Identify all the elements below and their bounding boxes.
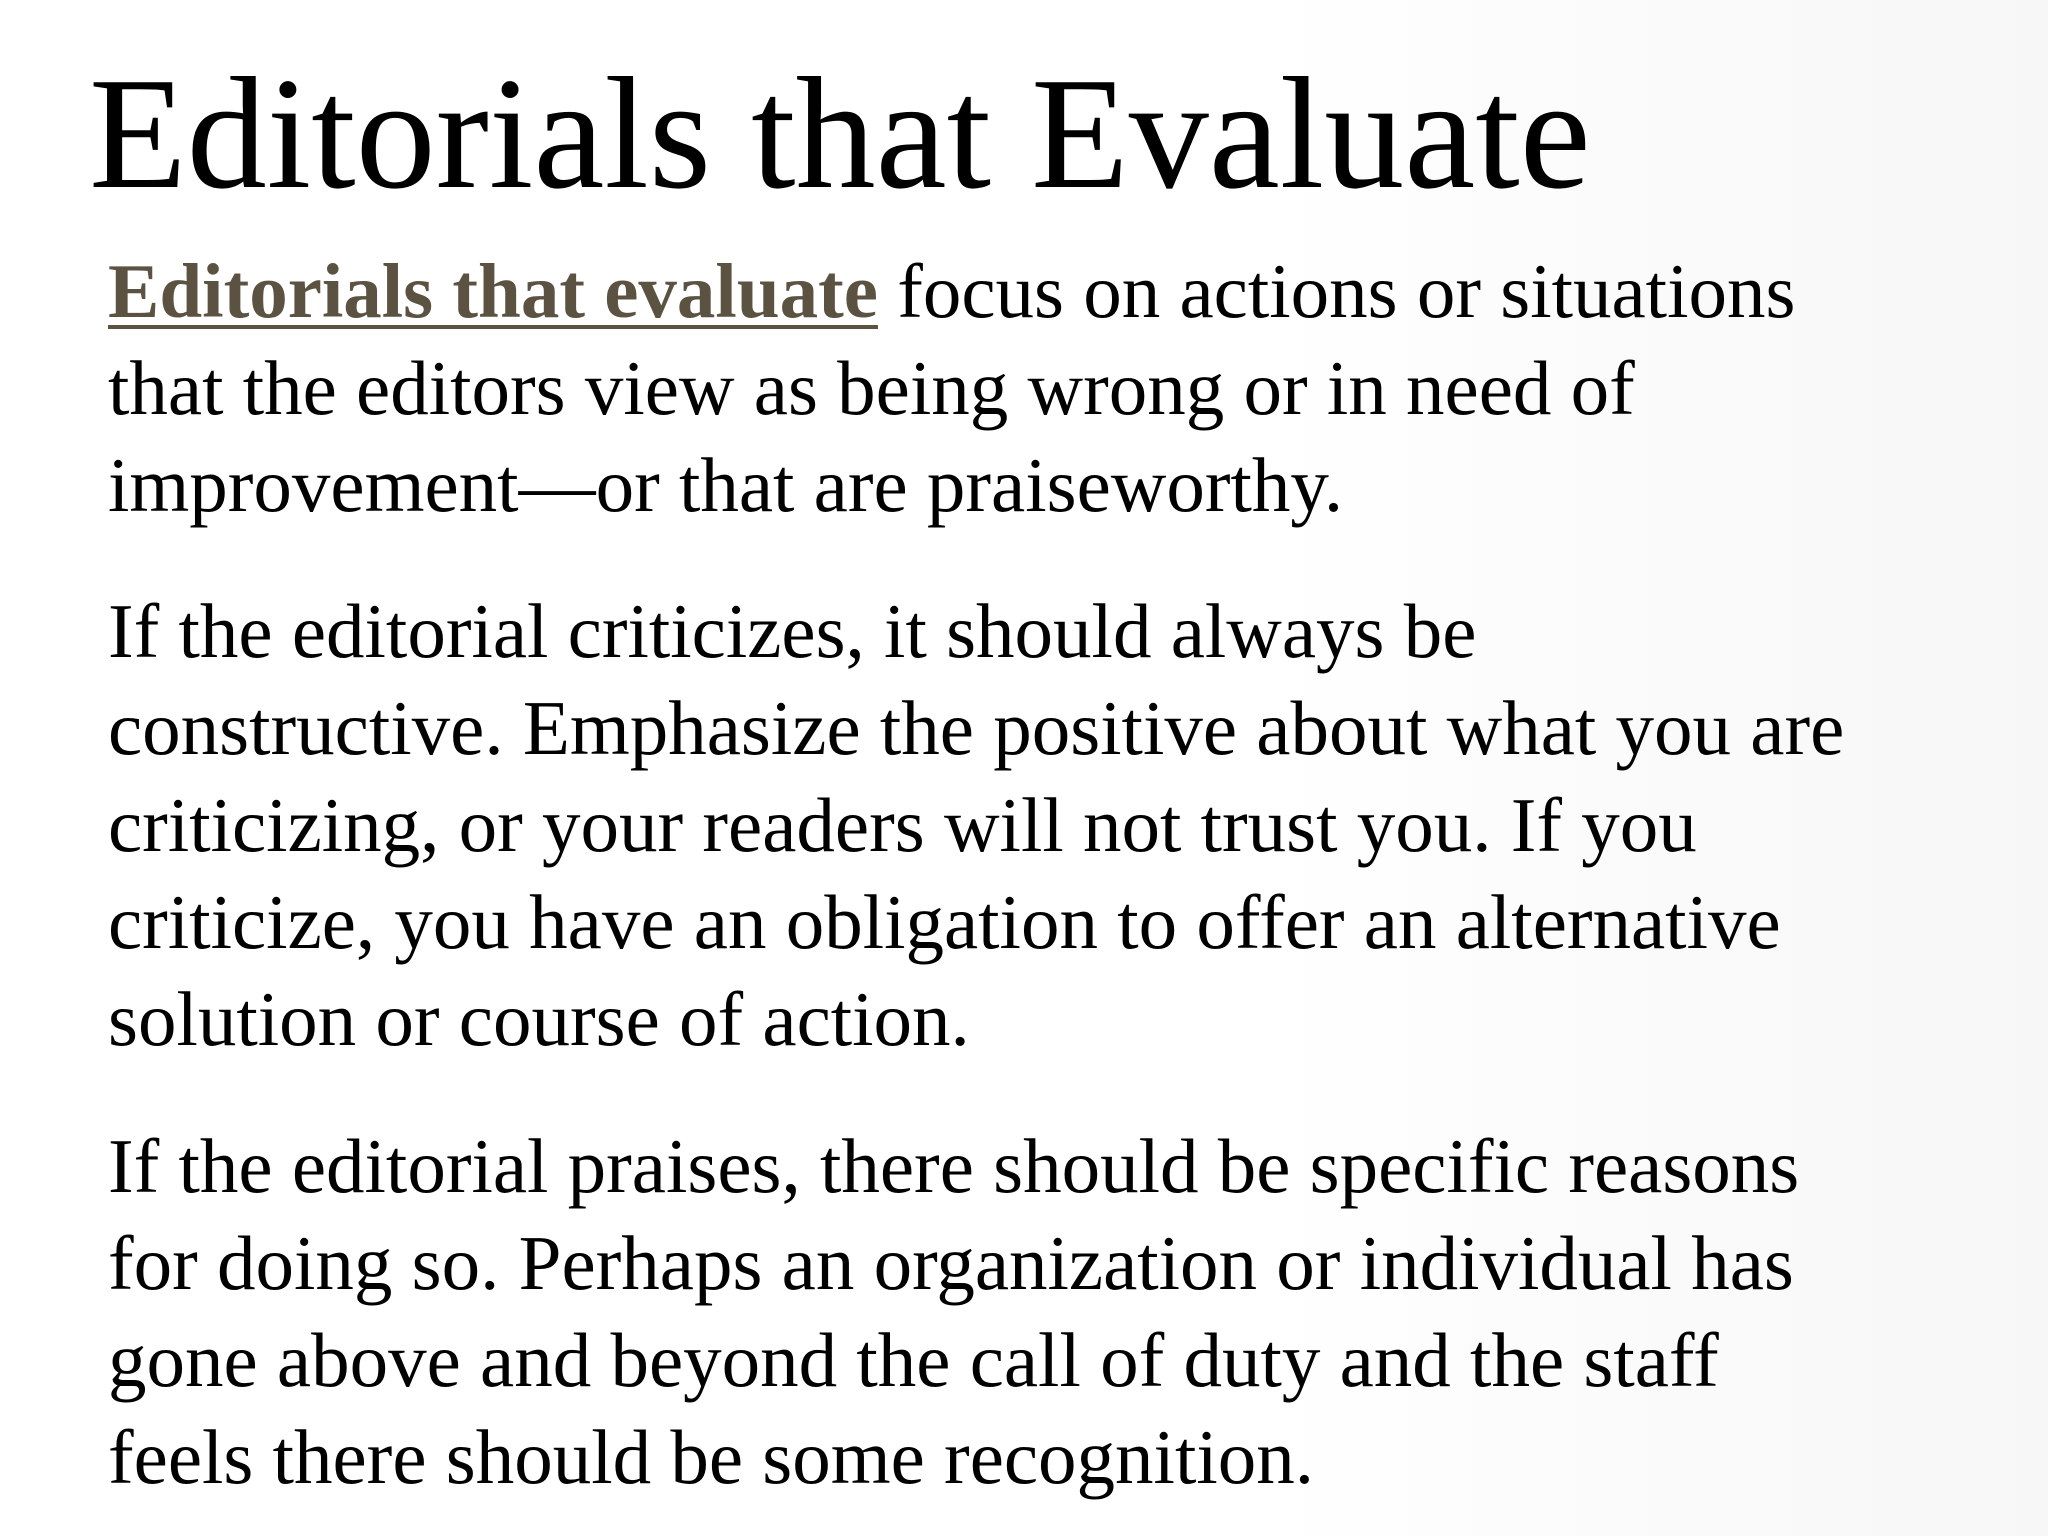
paragraph-line: If the editorial criticizes, it should always be: [108, 588, 1477, 674]
paragraph-line: for doing so. Perhaps an organization or individual has: [108, 1220, 1794, 1306]
paragraph-line: solution or course of action.: [108, 976, 970, 1062]
paragraph-criticism: [108, 583, 1978, 1068]
slide-title: Editorials that Evaluate: [89, 44, 1591, 222]
paragraph-text: focus on actions or situations: [877, 248, 1796, 334]
paragraph-line: improvement—or that are praiseworthy.: [108, 442, 1344, 528]
paragraph-line: If the editorial praises, there should be specific reasons: [108, 1123, 1800, 1209]
paragraph-line: constructive. Emphasize the positive about what you are: [108, 685, 1845, 771]
paragraph-evaluate-definition: [108, 243, 1978, 534]
paragraph-line: that the editors view as being wrong or in need of: [108, 345, 1635, 431]
paragraph-line: feels there should be some recognition.: [108, 1414, 1314, 1500]
paragraph-line: gone above and beyond the call of duty and the staff: [108, 1317, 1719, 1403]
paragraph-line: criticizing, or your readers will not trust you. If you: [108, 782, 1697, 868]
paragraph-line: criticize, you have an obligation to offer an alternative: [108, 879, 1781, 965]
editorials-that-evaluate-link[interactable]: Editorials that evaluate: [108, 248, 878, 334]
paragraph-line: [108, 243, 1978, 340]
paragraph-praise: [108, 1118, 1978, 1506]
